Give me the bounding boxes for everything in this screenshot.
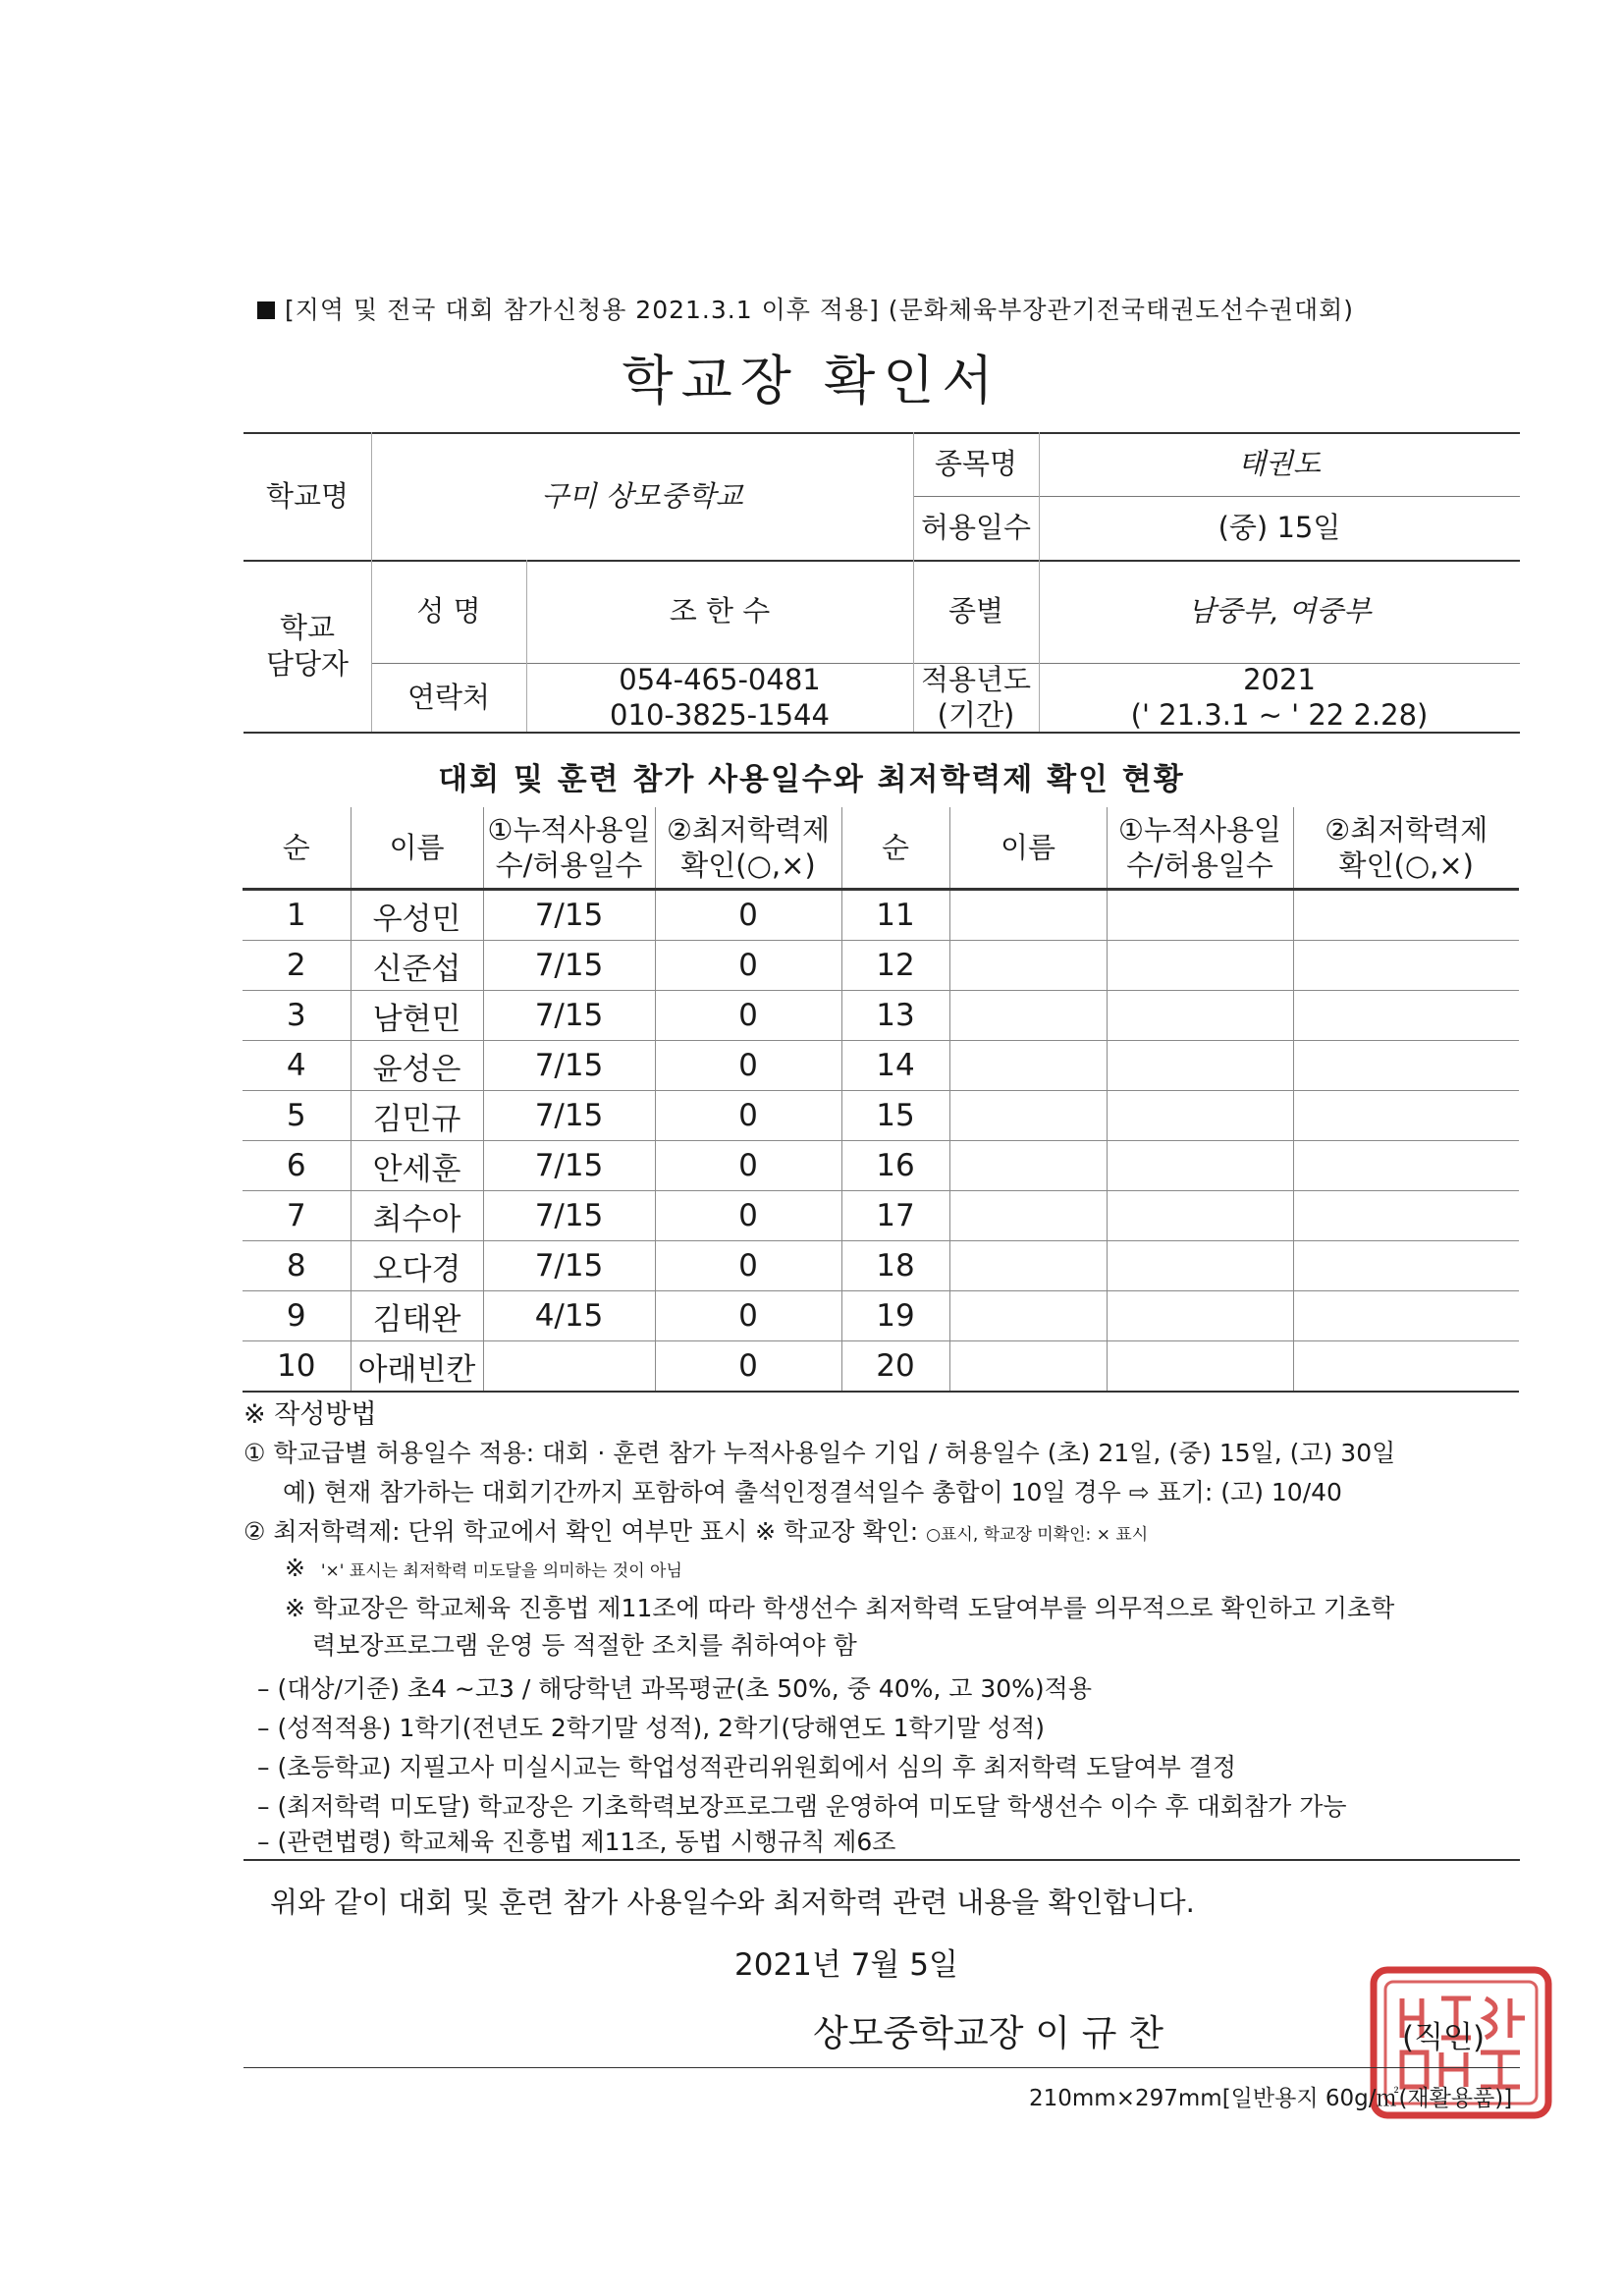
note-4b: 력보장프로그램 운영 등 적절한 조치를 취하여야 함 — [312, 1631, 857, 1660]
row-check-right — [1293, 1291, 1519, 1341]
table-row — [243, 890, 1519, 941]
table-row — [243, 1341, 1519, 1393]
apply-year-label — [913, 663, 1039, 732]
row-name-right — [949, 1141, 1107, 1191]
note-3-mark: ※ — [285, 1554, 305, 1582]
row-name-right — [949, 1191, 1107, 1241]
principal-name: 상모중학교장 이 규 찬 — [813, 2012, 1163, 2054]
row-days: 7/15 — [483, 890, 655, 941]
header-days-line1: ①누적사용일 — [487, 812, 651, 847]
row-check-right — [1293, 1191, 1519, 1241]
row-name-right — [949, 991, 1107, 1041]
row-days: 7/15 — [483, 1141, 655, 1191]
row-days: 7/15 — [483, 991, 655, 1041]
row-check: 0 — [655, 890, 841, 941]
row-name-right — [949, 1091, 1107, 1141]
header-check-line1: ②최저학력제 — [666, 812, 831, 847]
note-1a: ① 학교급별 허용일수 적용: 대회 · 훈련 참가 누적사용일수 기입 / 허용일수 (초) 21일, (중) 15일, (고) 30일 — [243, 1439, 1396, 1467]
row-name: 김태완 — [351, 1291, 483, 1341]
note-1b: 예) 현재 참가하는 대회기간까지 포함하여 출석인정결석일수 총합이 10일 경우 ⇨ 표기: (고) 10/40 — [283, 1478, 1342, 1506]
row-days-right — [1107, 1141, 1293, 1191]
notes-bottom-border — [243, 1859, 1520, 1861]
row-no-right: 19 — [841, 1291, 949, 1341]
header-days-line1: ①누적사용일 — [1117, 812, 1282, 847]
sport-value: 태권도 — [1237, 447, 1322, 481]
header-check-line2: 확인(○,×) — [1338, 848, 1474, 882]
header-name: 이름 — [351, 807, 483, 890]
row-check-right — [1293, 1341, 1519, 1393]
row-check: 0 — [655, 991, 841, 1041]
table-row — [243, 991, 1519, 1041]
header-days — [483, 807, 655, 890]
row-no: 8 — [243, 1241, 351, 1291]
row-days-right — [1107, 1041, 1293, 1091]
note-2-main: ② 최저학력제: 단위 학교에서 확인 여부만 표시 ※ 학교장 확인: — [243, 1517, 919, 1546]
row-name: 윤성은 — [351, 1041, 483, 1091]
row-name-right — [949, 890, 1107, 941]
row-days: 7/15 — [483, 1091, 655, 1141]
table-row — [243, 1141, 1519, 1191]
header-days-right — [1107, 807, 1293, 890]
row-name: 신준섭 — [351, 941, 483, 991]
row-check: 0 — [655, 1141, 841, 1191]
note-3-small: '×' 표시는 최저학력 미도달을 의미하는 것이 아님 — [320, 1561, 682, 1581]
row-days: 7/15 — [483, 1191, 655, 1241]
row-no-right: 17 — [841, 1191, 949, 1241]
row-no-right: 15 — [841, 1091, 949, 1141]
row-no-right: 12 — [841, 941, 949, 991]
row-name-right — [949, 1041, 1107, 1091]
detail-4: – (최저학력 미도달) 학교장은 기초학력보장프로그램 운영하여 미도달 학생선수 이수 후 대회참가 가능 — [257, 1792, 1347, 1821]
notes-title: ※ 작성방법 — [243, 1399, 377, 1430]
issue-date: 2021년 7월 5일 — [734, 1947, 958, 1983]
name-label: 성 명 — [416, 594, 481, 629]
row-no-right: 20 — [841, 1341, 949, 1393]
row-no: 6 — [243, 1141, 351, 1191]
apply-period: (' 21.3.1 ~ ' 22 2.28) — [1130, 698, 1429, 732]
row-check-right — [1293, 991, 1519, 1041]
row-days — [483, 1341, 655, 1393]
row-days: 7/15 — [483, 941, 655, 991]
row-days-right — [1107, 1241, 1293, 1291]
row-no: 9 — [243, 1291, 351, 1341]
row-no: 3 — [243, 991, 351, 1041]
document-title: 학교장 확인서 — [622, 350, 1001, 411]
row-check-right — [1293, 1041, 1519, 1091]
row-name-right — [949, 1241, 1107, 1291]
contact-phone-1: 054-465-0481 — [619, 662, 821, 696]
table-row — [243, 941, 1519, 991]
row-check: 0 — [655, 1191, 841, 1241]
footer-divider — [243, 2067, 1520, 2068]
form-header-text: [지역 및 전국 대회 참가신청용 2021.3.1 이후 적용] (문화체육부장관기전국태권도선수권대회) — [285, 296, 1355, 324]
note-2-small: ○표시, 학교장 미확인: × 표시 — [926, 1525, 1149, 1545]
row-name: 남현민 — [351, 991, 483, 1041]
row-no: 5 — [243, 1091, 351, 1141]
sport-label: 종목명 — [934, 447, 1018, 481]
row-check: 0 — [655, 1291, 841, 1341]
header-days-line2: 수/허용일수 — [495, 848, 643, 882]
header-check-line2: 확인(○,×) — [680, 848, 816, 882]
row-no: 4 — [243, 1041, 351, 1091]
row-check-right — [1293, 890, 1519, 941]
row-check: 0 — [655, 1341, 841, 1393]
row-name: 안세훈 — [351, 1141, 483, 1191]
row-no: 1 — [243, 890, 351, 941]
note-4a: ※ 학교장은 학교체육 진흥법 제11조에 따라 학생선수 최저학력 도달여부를 의무적으로 확인하고 기초학 — [285, 1594, 1395, 1622]
detail-5: – (관련법령) 학교체육 진흥법 제11조, 동법 시행규칙 제6조 — [257, 1828, 896, 1856]
table-row — [243, 1241, 1519, 1291]
row-check: 0 — [655, 1091, 841, 1141]
school-label: 학교명 — [265, 478, 350, 513]
row-name: 아래빈칸 — [351, 1341, 483, 1393]
division-label: 종별 — [947, 594, 1004, 629]
row-days-right — [1107, 890, 1293, 941]
row-days-right — [1107, 1191, 1293, 1241]
detail-1: – (대상/기준) 초4 ~고3 / 해당학년 과목평균(초 50%, 중 40%, 고 30%)적용 — [257, 1674, 1092, 1703]
paper-spec-footer: 210mm×297mm[일반용지 60g/㎡(재활용품)] — [1029, 2086, 1513, 2111]
manager-label-line2: 담당자 — [265, 646, 350, 681]
row-days-right — [1107, 1341, 1293, 1393]
apply-year: 2021 — [1243, 662, 1316, 696]
division-value: 남중부, 여중부 — [1187, 594, 1372, 629]
seal-label: (직인) — [1402, 2020, 1486, 2055]
detail-2: – (성적적용) 1학기(전년도 2학기말 성적), 2학기(당해연도 1학기말 성적) — [257, 1714, 1045, 1742]
row-no: 10 — [243, 1341, 351, 1393]
row-days: 7/15 — [483, 1241, 655, 1291]
square-bullet-icon — [257, 301, 275, 319]
header-check — [655, 807, 841, 890]
row-check-right — [1293, 1241, 1519, 1291]
contact-phone-2: 010-3825-1544 — [610, 698, 830, 732]
row-name: 김민규 — [351, 1091, 483, 1141]
header-check-right — [1293, 807, 1519, 890]
row-no-right: 14 — [841, 1041, 949, 1091]
section-title: 대회 및 훈련 참가 사용일수와 최저학력제 확인 현황 — [438, 762, 1185, 797]
apply-year-value — [1039, 663, 1520, 732]
row-days-right — [1107, 991, 1293, 1041]
header-days-line2: 수/허용일수 — [1126, 848, 1273, 882]
row-no-right: 18 — [841, 1241, 949, 1291]
row-no: 2 — [243, 941, 351, 991]
row-name-right — [949, 941, 1107, 991]
allowed-days-value: (중) 15일 — [1217, 511, 1341, 545]
apply-year-label-line2: (기간) — [937, 698, 1015, 732]
row-check: 0 — [655, 1241, 841, 1291]
note-2 — [243, 1512, 1148, 1548]
row-no: 7 — [243, 1191, 351, 1241]
header-check-line1: ②최저학력제 — [1325, 812, 1488, 847]
manager-label-line1: 학교 — [279, 611, 336, 645]
row-check: 0 — [655, 1041, 841, 1091]
school-value: 구미 상모중학교 — [541, 478, 743, 513]
table-row — [243, 1041, 1519, 1091]
row-no-right: 11 — [841, 890, 949, 941]
manager-name-value: 조 한 수 — [669, 594, 771, 629]
form-header-line — [257, 291, 1354, 326]
participation-table — [243, 807, 1519, 1393]
row-no-right: 16 — [841, 1141, 949, 1191]
row-name-right — [949, 1291, 1107, 1341]
row-days-right — [1107, 1091, 1293, 1141]
row-check-right — [1293, 1141, 1519, 1191]
contact-values — [526, 663, 913, 732]
confirm-text: 위와 같이 대회 및 훈련 참가 사용일수와 최저학력 관련 내용을 확인합니다. — [270, 1886, 1195, 1919]
row-days: 7/15 — [483, 1041, 655, 1091]
manager-label — [243, 560, 371, 732]
row-name: 오다경 — [351, 1241, 483, 1291]
row-check-right — [1293, 941, 1519, 991]
table-row — [243, 1291, 1519, 1341]
header-no: 순 — [243, 807, 351, 890]
note-3 — [285, 1554, 682, 1582]
row-days: 4/15 — [483, 1291, 655, 1341]
header-no-right: 순 — [841, 807, 949, 890]
header-name-right: 이름 — [949, 807, 1107, 890]
table-row — [243, 1191, 1519, 1241]
table-row — [243, 1091, 1519, 1141]
detail-3: – (초등학교) 지필고사 미실시교는 학업성적관리위원회에서 심의 후 최저학력 도달여부 결정 — [257, 1753, 1237, 1781]
row-check: 0 — [655, 941, 841, 991]
row-check-right — [1293, 1091, 1519, 1141]
row-days-right — [1107, 1291, 1293, 1341]
contact-label: 연락처 — [406, 680, 491, 714]
row-name: 최수아 — [351, 1191, 483, 1241]
table-header-row — [243, 807, 1519, 890]
row-no-right: 13 — [841, 991, 949, 1041]
apply-year-label-line1: 적용년도 — [920, 662, 1032, 696]
row-name: 우성민 — [351, 890, 483, 941]
allowed-days-label: 허용일수 — [920, 511, 1032, 545]
row-days-right — [1107, 941, 1293, 991]
row-name-right — [949, 1341, 1107, 1393]
